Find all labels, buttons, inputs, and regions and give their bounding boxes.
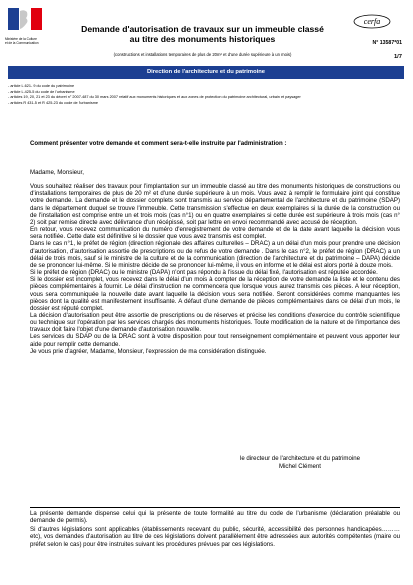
footer-paragraph: Si d'autres législations sont applicables (établissements recevant du public, sécurité, accessibilité des personnes handicapées………etc), vos demandes d'autorisation au titre de ces législations doivent parallèlement être adressées aux autorités compétentes (maire ou préfet selon le cas) pour être instruites suivant les procédures prévues par ces législations. [30, 526, 400, 548]
signatory-title: le directeur de l'architecture et du patrimoine [239, 455, 361, 462]
legal-references [8, 84, 404, 106]
title-line-1: Demande d'autorisation de travaux sur un immeuble classé [81, 24, 324, 34]
body-paragraph: Si le dossier est incomplet, vous recevez dans le délai d'un mois à compter de la réception de votre demande la liste et le contenu des pièces complémentaires à fournir. Le délai d'instruction ne commencera que lorsque vous aurez transmis ces pièces. A leur réception, vous sera communiquée la nouvelle date avant laquelle la décision vous sera notifiée. Seront considérées comme manquantes les pièces dont la qualité est manifestement insuffisante. A défaut d'une demande de pièces complémentaires dans ce délai d'un mois, le dossier est réputé complet. [30, 276, 400, 312]
ministry-line: Ministère de la Culture [5, 37, 37, 41]
ministry-name [5, 38, 55, 45]
body-paragraph: Si le préfet de région (DRAC) ou le ministre (DAPA) n'ont pas répondu à l'issue du délai fixé, l'autorisation est réputée accordée. [30, 269, 378, 277]
body-paragraph: Dans le cas n°1, le préfet de région (direction régionale des affaires culturelles – DRAC) a un délai d'un mois pour prendre une décision d'autorisation, d'autorisation assortie de prescriptions ou de refus de votre demande . Dans le cas n°2, le préfet de région (DRAC) a un délai de trois mois, sauf si le ministre de la culture et de la communication (direction de l'architecture et du patrimoine – DAPA) décide de se prononcer lui-même. Si le ministre décide de se prononcer lui-même, il vous en informe et le délai est alors porté à douze mois. [30, 240, 400, 269]
direction-banner: Direction de l'architecture et du patrimoine [8, 66, 404, 79]
instructions-heading: Comment présenter votre demande et comment sera-t-elle instruite par l'administration : [30, 140, 287, 147]
legal-reference-item: - article L.425-5 du code de l'urbanisme [8, 89, 75, 94]
letter-body [30, 169, 400, 355]
body-paragraph: Vous souhaitez réaliser des travaux pour l'implantation sur un immeuble classé au titre des monuments historiques de constructions ou d'installations temporaires de plus de 20 m² et d'une durée supérieure à un mois. Vous avez à remplir le formulaire joint qui constitue votre demande. La demande et le dossier complets sont transmis au service départemental de l'architecture et du patrimoine (SDAP) dans le département duquel se trouve l'immeuble. Cette transmission s'effectue en deux exemplaires si la durée de la construction ou de l'installation est comprise entre un et trois mois (cas n°1) ou en quatre exemplaires si cette durée est supérieure à trois mois (cas n° 2) soit par remise directe avec délivrance d'un récépissé, soit par lettre en envoi recommandé avec accusé de réception. [30, 183, 400, 226]
signatory-name: Michel Clément [279, 463, 321, 470]
closing-paragraph: Je vous prie d'agréer, Madame, Monsieur, l'expression de ma considération distinguée. [30, 347, 267, 355]
title-line-2: au titre des monuments historiques [129, 34, 276, 44]
cerfa-logo-text: cerfa [363, 17, 381, 26]
marianne-logo [8, 8, 42, 36]
footer-notes [30, 507, 400, 550]
body-paragraph: Les services du SDAP ou de la DRAC sont à votre disposition pour tout renseignement complémentaire et peuvent vous apporter leur aide pour remplir cette demande. [30, 333, 400, 348]
ministry-line: et de la Communication [5, 40, 39, 45]
footer-paragraph: La présente demande dispense celui qui la présente de toute formalité au titre du code de l'urbanisme (déclaration préalable ou demande de permis). [30, 510, 400, 525]
form-subtitle: (constructions et installations temporaires de plus de 20m² et d'une durée supérieure à un mois) [113, 52, 292, 57]
cerfa-number: N° 13587*01 [372, 40, 402, 46]
signature-block [200, 455, 400, 471]
legal-reference-item: - articles 19, 20, 21 et 23 du décret n° 2007-487 du 30 mars 2007 relatif aux monuments historiques et aux zones de protection du patrimoine architectural, urbain et paysager [8, 95, 301, 100]
form-title [60, 24, 345, 44]
body-paragraph: En retour, vous recevez communication du numéro d'enregistrement de votre demande et de la date avant laquelle la décision vous sera notifiée. Cette date est définitive si le dossier que vous avez transmis est complet. [30, 226, 400, 241]
cerfa-logo [352, 14, 392, 29]
page-indicator: 1/7 [393, 54, 402, 60]
legal-reference-item: - articles R 431-5 et R 425-23 du code de l'urbanisme [8, 100, 98, 105]
body-paragraph: La décision d'autorisation peut être assortie de prescriptions ou de réserves et précise les conditions d'exercice du contrôle scientifique ou technique sur l'opération par les services chargés des monuments historiques. Toute modification de la nature et de l'importance des travaux doit faire l'objet d'une demande d'autorisation nouvelle. [30, 311, 400, 334]
legal-reference-item: - article L.621- 9 du code du patrimoine [8, 84, 75, 88]
greeting: Madame, Monsieur, [30, 169, 84, 176]
